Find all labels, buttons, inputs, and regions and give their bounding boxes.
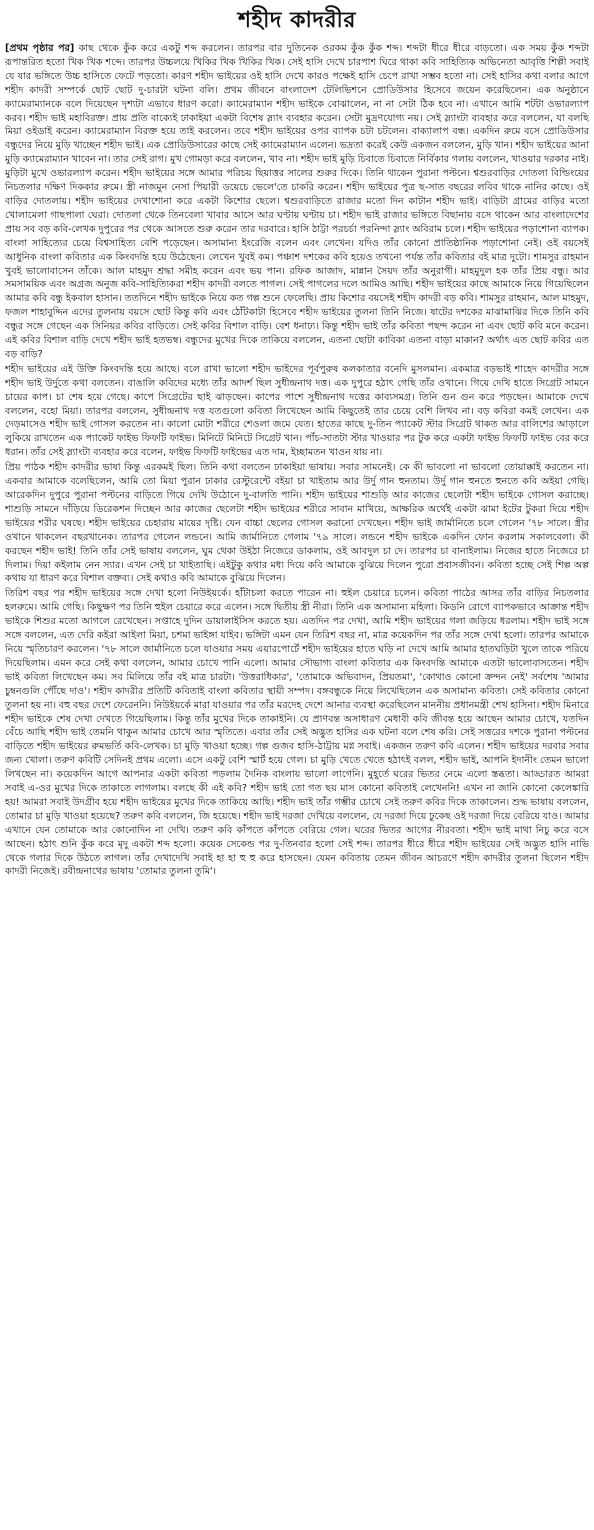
continuation-marker: [প্রথম পৃষ্ঠার পর] bbox=[5, 43, 75, 54]
headline-bar bbox=[5, 6, 589, 40]
paragraph-text: কাছ থেকে কুঁক করে একটু শব্দ করলেন। তারপর বার দুতিনেক ওরকম কুঁক কুঁক শব্দ। শব্দটা ধীরে ধীরে বাড়তো। এক সময় কুঁক শব্দটা রূপান্তরিত হতো খিক খিক শব্দে। তারপর উচ্চলয়ে খিকির খিক খিকির খিক। সেই হাসি দেখে চারপাশ ঘিরে থাকা কবি সাহিত্যিক অভিনেতা আবৃত্তি শিল্পী সবাই যে যার ভঙ্গিতে উচ্চ হাসিতে ফেটে পড়তো। কারণ শহীদ ভাইয়ের ওই হাসি দেখে কারও পক্ষেই হাসি চেপে রাখা সম্ভব হতো না। সেই হাসির কথা বলার আগে শহীদ কাদরী সম্পর্কে ছোট ছোট দু-চারটা ঘটনা বলি। প্রথম জীবনে বাংলাদেশ টেলিভিশনে প্রোডিউসার হিসেবে জয়েন করেছিলেন। এক অনুষ্ঠানে ক্যামেরাম্যানকে বলে দিয়েছেন দৃশ্যটা এভাবে ধারণ করো। ক্যামেরাম্যান শহীদ ভাইকে বোঝালেন, না না সেটা ঠিক হবে না। এখানে আমি শটটা ওভারল্যাপ করব। শহীদ ভাই মহাবিরক্ত। প্রায় প্রতি বাক্যেই ঢাকাইয়া একটা বিশেষ স্ল্যাং ব্যবহার করেন। সেটা মুদ্রণযোগ্য নয়। সেই স্ল্যাংটা ব্যবহার করে বললেন, যা বলছি মিয়া ওইডাই করেন। ক্যামেরাম্যান বিরক্ত হয়ে তাই করলেন। তবে শহীদ ভাইয়ের ওপর ব্যাপক চটা চটলেন। বাক্যালাপ বন্ধ। একদিন রুমে বসে প্রোডিউসার বন্ধুদের নিয়ে মুড়ি খাচ্ছেন শহীদ ভাই। এক প্রোডিউসারের কাছে সেই ক্যামেরাম্যান এলেন। ভদ্রতা করেই কেউ একজন বললেন, মুড়ি খান। শহীদ ভাইয়ের আনা মুড়ি ক্যামেরাম্যান খাবেন না। তার সেই রাগ। মুখ গোমড়া করে বললেন, খাব না। শহীদ ভাই মুড়ি চিবাতে চিবাতে নির্বিকার গলায় বললেন, খাওয়ার দরকার নাই। মুড়িটা মুখে ওভারল্যাপ করেন। শহীদ ভাইয়ের সঙ্গে আমার পরিচয় ছিয়াত্তর সালের শুরুর দিকে। তিনি থাকেন পুরানা পল্টনে। শ্বশুরবাড়ির দোতলা বিল্ডিংয়ের নিচতলার দক্ষিণ দিককার রুমে। স্ত্রী নাজমুন নেসা পিয়ারী ডয়েচে ভেলে'তে চাকরি করেন। শহীদ ভাইয়ের পুত্র ছ-সাত বছরের লবিব থাকে নানির কাছে। ওই বাড়ির দোতলায়। শহীদ ভাইয়ের দেখাশোনা করে একটা কিশোর ছেলে। শ্বশুরবাড়িতে রাজার মতো দিন কাটান শহীদ ভাই। বাড়িটা গ্রামের বাড়ির মতো খোলামেলা গাছপালা ঘেরা। দোতলা থেকে তিনবেলা খাবার আসে আর ঘণ্টায় ঘণ্টায় চা। শহীদ ভাই রাজার ভঙ্গিতে বিছানায় বসে থাকেন আর বাংলাদেশের প্রায় সব বড় কবি-লেখক দুপুরের পর থেকে আসতে শুরু করেন তার দরবারে। হাসি ঠাট্টা পরচর্চা পরনিন্দা স্ল্যাং অবিরাম চলে। শহীদ ভাইয়ের পড়াশোনা ব্যাপক। বাংলা সাহিত্যের চেয়ে বিশ্বসাহিত্য বেশি পড়েছেন। অসামান্য ইংরেজি বলেন এবং লেখেন। যদিও তাঁর কোনো প্রাতিষ্ঠানিক পড়াশোনা নেই। ওই বয়সেই আধুনিক বাংলা কবিতার এক কিংবদন্তি হয়ে উঠেছেন। লেখেন খুবই কম। পঞ্চাশ দশকের কবি হয়েও তখনো পর্যন্ত তাঁর কবিতার বই মাত্র দুটো। শামসুর রাহমান খুবই ভালোবাসেন তাঁকে। আল মাহমুদ শ্রদ্ধা সমীহ করেন এবং ভয় পান। রফিক আজাদ, মান্নান সৈয়দ তাঁর অনুরাগী। মাহমুদুল হক তাঁর প্রিয় বন্ধু। আর সমসাময়িক এবং অগ্রজ অনুজ কবি-সাহিত্যিকরা শহীদ কাদরী বলতে পাগল। সেই পাগলের দলে আমিও আছি। শহীদ ভাইয়ের কাছে আমাকে নিয়ে গিয়েছিলেন আমার কবি বন্ধু ইকবাল হাসান। ততদিনে শহীদ ভাইকে নিয়ে কত গল্প শুনে ফেলেছি। প্রায় কিশোর বয়সেই শহীদ কাদরী বড় কবি। শামসুর রাহমান, আল মাহমুদ, ফজল শাহাবুদ্দিন এদের তুলনায় বয়সে ছোট কিন্তু কবি এবং ঠোঁটকাটা হিসেবে শহীদ ভাইয়ের তুলনা তিনি নিজে। ষাটের দশকের মাঝামাঝির দিকে তিনি কবি বন্ধুর সঙ্গে গেছেন এক সিনিয়র কবির বাড়িতে। সেই কবির বিশাল বাড়ি। বেশ ধনাঢ্য। কিন্তু শহীদ ভাই তাঁর কবিতা পছন্দ করেন না এবং ছোট কবি মনে করেন। এই কবির বিশাল বাড়ি দেখে শহীদ ভাই হতভম্ব। বন্ধুদের মুখের দিকে তাকিয়ে বললেন, এতনা ছোটা কাবিকা এতনা বাড়া মাকান? অর্থাৎ এত ছোট কবির এত বড় বাড়ি? bbox=[5, 43, 590, 360]
paragraph-text: প্রিয় পাঠক শহীদ কাদরীর ভাষা কিন্তু এরকমই ছিল। তিনি কথা বলতেন ঢাকাইয়া ভাষায়। সবার সামনেই। কে কী ভাবলো না ভাবলো তোয়াক্কাই করতেন না। একবার আমাকে বলেছিলেন, আমি তো মিয়া পুরান ঢাকার রেস্টুরেন্টে বইয়া চা খাইতাম আর উর্দু গান হুনতাম। উর্দু গান হুনতে হুনতে কবি অইয়া গেছি। আরেকদিন দুপুরে পুরানা পল্টনের বাড়িতে গিয়ে দেখি উঠোনে দু-বালতি পানি। শহীদ ভাইয়ের শাশুড়ি আর কাজের ছেলেটা শহীদ ভাইকে গোসল করাচ্ছে। শাশুড়ি সামনে দাঁড়িয়ে ডিরেকশন দিচ্ছেন আর কাজের ছেলেটা শহীদ ভাইয়ের শরীরে সাবান মাখিয়ে, আক্ষরিক অর্থেই একটা ঝামা ইটের টুকরা দিয়ে শহীদ ভাইয়ের শরীর ঘষছে। শহীদ ভাইয়ের চেহারায় মায়ের দৃষ্টি। যেন বাচ্চা ছেলের গোসল করানো দেখছেন। শহীদ ভাই জার্মানিতে চলে গেলেন '৭৮ সালে। স্ত্রীর ওখানে থাকলেন বছরখানেক। তারপর গেলেন লন্ডনে। আমি জার্মানিতে গেলাম '৭৯ সালে। লন্ডনে শহীদ ভাইকে একদিন ফোন করলাম সকালবেলা। কী করছেন শহীদ ভাই! তিনি তাঁর সেই ভাষায় বললেন, ঘুম থেকা উইঠা নিজেরে ডাকলাম, ওই আবদুল চা দে। তারপর চা বানাইলাম। নিজের হাতে নিজেরে চা দিলাম। দিয়া কইলাম নেন স্যার। এখন সেই চা খাইতাছি। এইটুকু কথার মধ্য দিয়ে কবি আমাকে বুঝিয়ে দিলেন পুরো প্রবাসজীবন। কবিতা হচ্ছে সেই শিল্প অল্প কথায় যা ধারণ করে বিশাল বক্তব্য। সেই কথাও কবি আমাকে বুঝিয়ে দিলেন। bbox=[5, 462, 589, 585]
paragraph-text: শহীদ ভাইয়ের এই উক্তি কিংবদন্তি হয়ে আছে। বলে রাখা ভালো শহীদ ভাইদের পূর্বপুরুষ কলকাতার বনেদি মুসলমান। একমাত্র বড়ভাই শাহেদ কাদরীর সঙ্গে শহীদ ভাই উর্দুতে কথা বলতেন। বাঙালি কবিদের মধ্যে তাঁর আদর্শ ছিল সুধীন্দ্রনাথ দত্ত। এক দুপুরে হঠাৎ গেছি তাঁর ওখানে। গিয়ে দেখি হাতে সিগ্রেট সামনে চায়ের কাপ। চা শেষ হয়ে গেছে। কাপে সিগ্রেটের ছাই ঝাড়ছেন। কাপের পাশে সুধীন্দ্রনাথ দত্তের কাব্যসমগ্র। তিনি গুন গুন করে পড়ছেন। আমাকে দেখে বললেন, বহো মিয়া। তারপর বললেন, সুধীন্দ্রনাথ দত্ত যতগুলো কবিতা লিখেছেন আমি কিছুতেই তার চেয়ে বেশি লিখব না। বড় কবিরা কমই লেখেন। এক দেড়মাসেও শহীদ ভাই গোসল করতেন না। কালো মোটা শরীরে শেওলা জমে যেত। হাতের কাছে দু-তিন প্যাকেট স্টার সিগ্রেট থাকত আর বালিশের আড়ালে লুকিয়ে রাখতেন এক প্যাকেট ফাইভ ফিফটি ফাইভ। মিনিটে মিনিটে সিগ্রেট খান। পাঁচ-সাতটা স্টার খাওয়ার পর টুক করে একটা ফাইভ ফিফটি ফাইভ বের করে ধরান। তাঁর সেই স্ল্যাংটা ব্যবহার করে বলেন, ফাইভ ফিফটি ফাইভের এত দাম, ইচ্ছামতন খাওন যায় না। bbox=[5, 363, 589, 459]
article-body bbox=[5, 42, 589, 879]
article-paragraph-4 bbox=[5, 587, 589, 879]
article-paragraph-3 bbox=[5, 461, 589, 586]
article-paragraph-2 bbox=[5, 363, 589, 460]
article-headline: শহীদ কাদরীর bbox=[238, 8, 356, 33]
paragraph-text: তিরিশ বছর পর শহীদ ভাইয়ের সঙ্গে দেখা হলো নিউইয়র্কে। হাঁটাচলা করতে পারেন না। হুইল চেয়ারে চলেন। কবিতা পাঠের আসর তাঁর বাড়ির নিচতলার হলরুমে। আমি গেছি। কিছুক্ষণ পর তিনি হুইল চেয়ারে করে এলেন। সঙ্গে দ্বিতীয় স্ত্রী নীরা। তিনি এক অসামান্য মহিলা। কিডনি রোগে ব্যাপকভাবে আক্রান্ত শহীদ ভাইকে শিশুর মতো আগলে রেখেছেন। সপ্তাহে দুদিন ডায়ালাইসিস করতে হয়। এতদিন পর দেখা, আমি শহীদ ভাইয়ের গলা জড়িয়ে ধরলাম। শহীদ ভাই সঙ্গে সঙ্গে বললেন, এত দেরি কইরা আইলা মিয়া, চশমা ভাইঙ্গা যাইব। ভঙ্গিটা এমন যেন তিরিশ বছর না, মাত্র কয়েকদিন পর তাঁর সঙ্গে দেখা হলো। তারপর আমাকে নিয়ে স্মৃতিচারণ করলেন। '৭৮ সালে জার্মানিতে চলে যাওয়ার সময় এয়ারপোর্টে শহীদ ভাইয়ের হাতে ঘড়ি না দেখে আমি আমার হাতঘড়িটা খুলে তাকে পরিয়ে দিয়েছিলাম। এমন করে সেই কথা বললেন, আমার চোখে পানি এলো। আমার সৌভাগ্য বাংলা কবিতার এক কিংবদন্তি আমাকে এতটা ভালোবাসতেন। শহীদ ভাই কবিতা লিখেছেন কম। সব মিলিয়ে তাঁর বই মাত্র চারটা। 'উত্তরাধিকার', 'তোমাকে অভিবাদন, প্রিয়তমা', 'কোথাও কোনো ক্রন্দন নেই' সর্বশেষ 'আমার চুম্বনগুলি পৌঁছে দাও'। শহীদ কাদরীর প্রতিটি কবিতাই বাংলা কবিতার স্থায়ী সম্পদ। বঙ্গবন্ধুকে নিয়ে লিখেছিলেন এক অসামান্য কবিতা। সেই কবিতার কোনো তুলনা হয় না। বহু বছর দেশে ফেরেননি। নিউইয়র্কে মারা যাওয়ার পর তাঁর মরদেহ দেশে আনার ব্যবস্থা করেছিলেন মাননীয় প্রধানমন্ত্রী শেখ হাসিনা। শহীদ মিনারে শহীদ ভাইকে শেষ দেখা দেখতে গিয়েছিলাম। কিন্তু তাঁর মুখের দিকে তাকাইনি। যে প্রাণবন্ত অসাধারণ মেধাবী কবি জীবন্ত হয়ে আছেন আমার চোখে, যতদিন বেঁচে আছি শহীদ ভাই তেমনি থাকুন আমার চোখে আর স্মৃতিতে। এবার তাঁর সেই অদ্ভুত হাসির এক ঘটনা বলে শেষ করি। সেই সত্তরের দশকে পুরানা পল্টনের বাড়িতে শহীদ ভাইয়ের রুমভর্তি কবি-লেখক। চা মুড়ি খাওয়া হচ্ছে। গল্প গুজব হাসি-ঠাট্টায় মগ্ন সবাই। একজন তরুণ কবি এলেন। শহীদ ভাইয়ের দরবার সবার জন্য খোলা। তরুণ কবিটি সেদিনই প্রথম এলো। এসে একটু বেশি স্মার্ট হয়ে গেল। চা মুড়ি খেতে খেতে হঠাৎই বলল, শহীদ ভাই, আপনি ইদানীং তেমন ভালো লিখছেন না। কয়েকদিন আগে আপনার একটা কবিতা পড়লাম দৈনিক বাংলায় ভালো লাগেনি। মুহূর্তে ঘরের ভিতর নেমে এলো স্তব্ধতা। আড্ডারত আমরা সবাই এ-ওর মুখের দিকে তাকাতে লাগলাম। বলছে কী এই কবি? শহীদ ভাই তো গত ছয় মাস কোনো কবিতাই লেখেননি! এখন না জানি কোনো কেলেঙ্কারি হয়! আমরা সবাই উদগ্রীব হয়ে শহীদ ভাইয়ের মুখের দিকে তাকিয়ে আছি। শহীদ ভাই তাঁর গম্ভীর চোখে সেই তরুণ কবির দিকে তাকালেন। শুদ্ধ ভাষায় বললেন, তোমার চা মুড়ি খাওয়া হয়েছে? তরুণ কবি বললেন, জি হয়েছে। শহীদ ভাই দরজা দেখিয়ে বললেন, যে দরজা দিয়ে ঢুকেছ ওই দরজা দিয়ে বেরিয়ে যাও। আমার এখানে যেন তোমাকে আর কোনোদিন না দেখি। তরুণ কবি কাঁপতে কাঁপতে বেরিয়ে গেল। ঘরের ভিতর আগের নীরবতা। শহীদ ভাই মাথা নিচু করে বসে আছেন। হঠাৎ শুনি কুঁক করে মৃদু একটা শব্দ হলো। কয়েক সেকেন্ড পর দু-তিনবার হলো সেই শব্দ। তারপর ধীরে ধীরে শহীদ ভাইয়ের সেই অদ্ভুত হাসি নাভি থেকে গলার দিকে উঠতে লাগল। তাঁর দেখাদেখি সবাই হা হা হু হু করে হাসছেন। যেমন কবিতায় তেমন জীবন আচরণে শহীদ কাদরীর তুলনা ছিলেন শহীদ কাদরী নিজেই। রবীন্দ্রনাথের ভাষায় 'তোমার তুলনা তুমি'। bbox=[5, 588, 589, 878]
article-paragraph-1 bbox=[5, 42, 589, 362]
